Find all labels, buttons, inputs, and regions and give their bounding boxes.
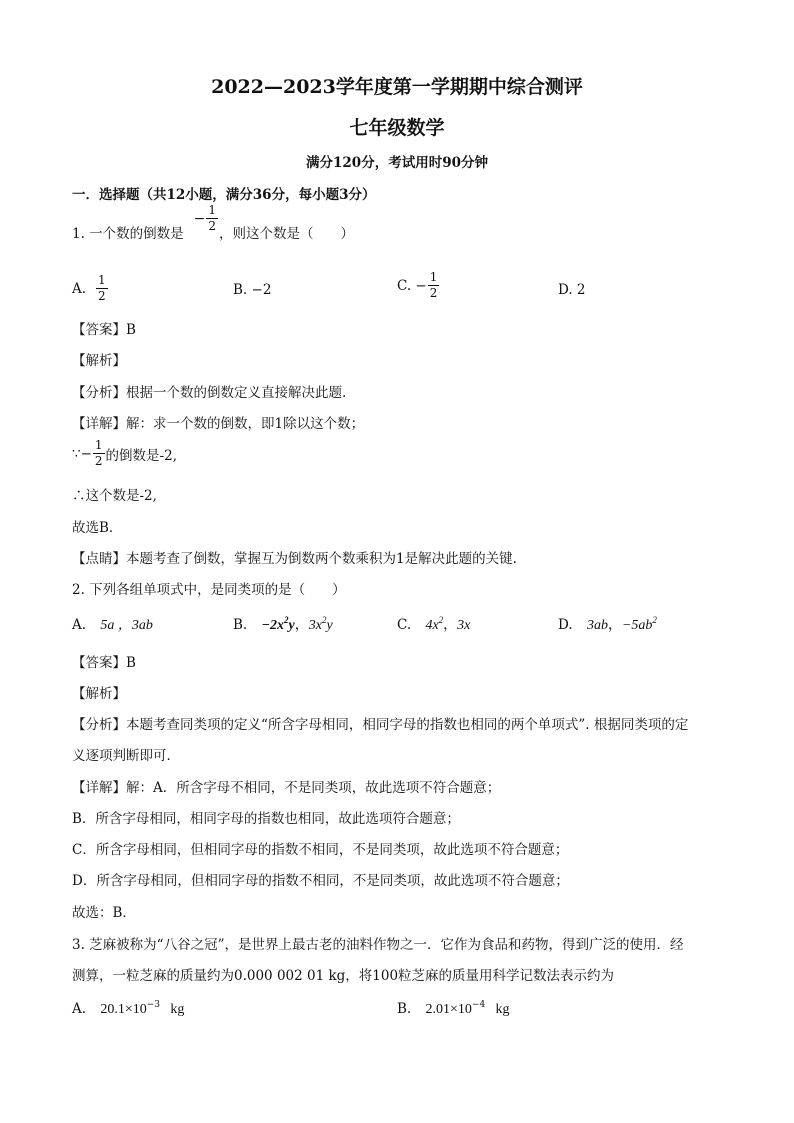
q1-fenxi: 【分析】根据一个数的倒数定义直接解决此题. xyxy=(72,385,347,401)
question-2-stem: 2. 下列各组单项式中，是同类项的是（ ） xyxy=(72,582,346,598)
q1-dianjing: 【点睛】本题考查了倒数，掌握互为倒数两个数乘积为1是解决此题的关键. xyxy=(72,551,517,567)
q1-xiangjie: 【详解】解：求一个数的倒数，即1除以这个数； xyxy=(72,416,365,432)
q1-stem-fraction: $\frac{1}{2}$ xyxy=(208,202,217,233)
q2-fenxi-line-1: 【分析】本题考查同类项的定义“所含字母相同，相同字母的指数也相同的两个单项式”. 根据同类项的定 xyxy=(72,717,689,733)
q1-step-1: ∵− $\frac{1}{2}$ 的倒数是-2, xyxy=(72,438,177,468)
q1-option-b: B. −2 xyxy=(233,282,272,298)
document-title: 2022—2023学年度第一学期期中综合测评 xyxy=(211,76,583,98)
question-3-stem-line-1: 3. 芝麻被称为“八谷之冠”，是世界上最古老的油料作物之一．它作为食品和药物，得到广泛的使用．经 xyxy=(72,937,684,953)
q2-fenxi-line-2: 义逐项判断即可． xyxy=(72,748,180,764)
q1-option-a: A. $\frac{1}{2}$ xyxy=(72,273,106,303)
question-3-stem-line-2: 测算，一粒芝麻的质量约为0.000 002 01 kg，将100粒芝麻的质量用科学记数法表示约为 xyxy=(72,968,615,984)
q1-stem-pre: 1. 一个数的倒数是 xyxy=(72,226,184,242)
q1-choose: 故选B． xyxy=(72,520,123,536)
q1-option-a-fraction: $\frac{1}{2}$ xyxy=(98,273,106,303)
q2-option-d: D. 3ab，$-5ab^2$ xyxy=(558,615,657,633)
exam-info: 满分120分，考试用时90分钟 xyxy=(306,155,488,171)
q1-step-2: ∴这个数是-2, xyxy=(72,488,157,504)
q2-option-a: A. 5a ，3ab xyxy=(72,617,153,633)
q1-analysis-tag: 【解析】 xyxy=(72,353,126,369)
q3-option-a: A. $20.1\times 10^{-3}$ kg xyxy=(72,1000,185,1017)
q2-option-b: B. $-2x^2y$，$3x^2y$ xyxy=(233,615,333,633)
q1-step-1-fraction: $\frac{1}{2}$ xyxy=(94,438,103,468)
section-heading: 一．选择题（共12小题，满分36分，每小题3分） xyxy=(72,187,376,203)
q2-answer: 【答案】B xyxy=(72,655,136,671)
q1-option-d: D. 2 xyxy=(558,282,586,298)
q2-analysis-tag: 【解析】 xyxy=(72,686,126,702)
q2-line-d: D．所含字母相同，但相同字母的指数不相同，不是同类项，故此选项不符合题意； xyxy=(72,873,569,889)
q2-choose: 故选：B． xyxy=(72,905,136,921)
q2-xiangjie: 【详解】解：A．所含字母不相同，不是同类项，故此选项不符合题意； xyxy=(72,780,501,796)
q2-line-b: B．所含字母相同，相同字母的指数也相同，故此选项符合题意； xyxy=(72,811,460,827)
q2-line-c: C．所含字母相同，但相同字母的指数不相同，不是同类项，故此选项不符合题意； xyxy=(72,842,569,858)
q1-answer: 【答案】B xyxy=(72,322,136,338)
q1-option-c: C. − $\frac{1}{2}$ xyxy=(397,270,438,300)
minus-sign: − xyxy=(193,211,206,227)
q3-option-b: B. $2.01\times 10^{-4}$ kg xyxy=(397,1000,510,1017)
q1-stem-post: ，则这个数是（ ） xyxy=(219,226,355,242)
question-1-stem xyxy=(72,202,355,242)
q2-option-c: C. $4x^2$，3x xyxy=(397,615,471,633)
grade-subject: 七年级数学 xyxy=(349,117,445,139)
q1-option-c-fraction: $\frac{1}{2}$ xyxy=(429,270,438,300)
